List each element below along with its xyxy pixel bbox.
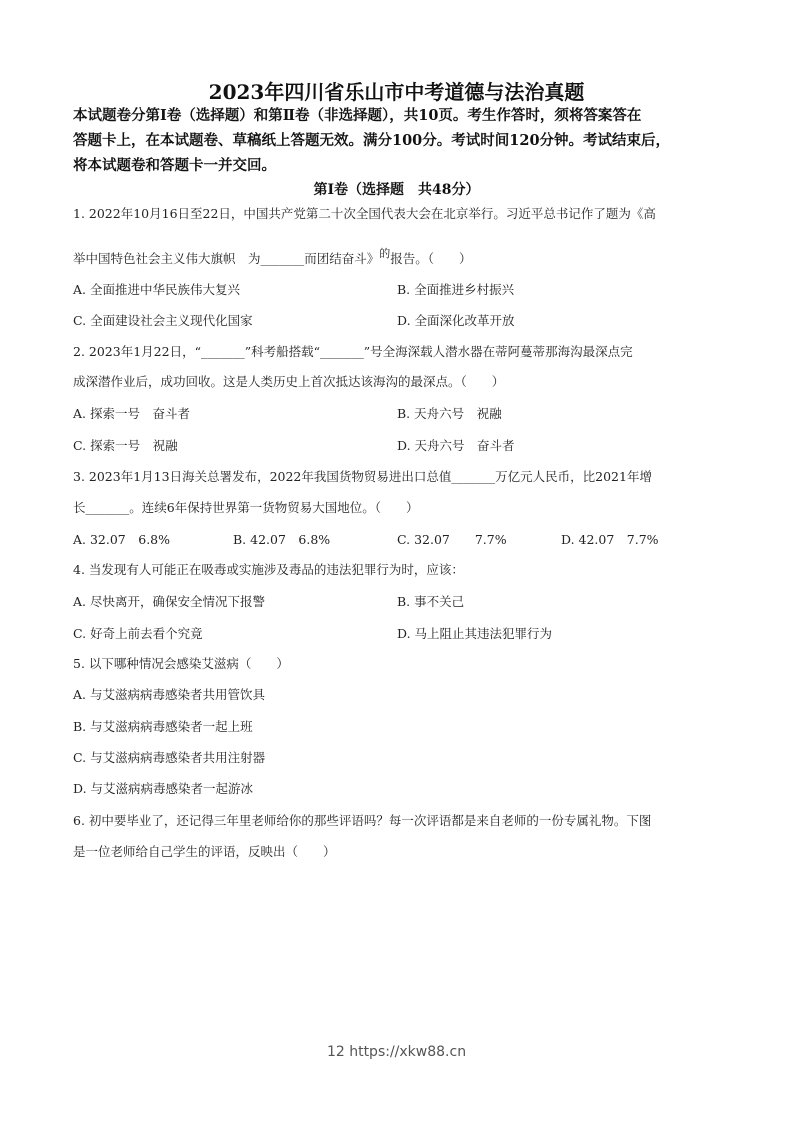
page-footer: 12 https://xkw88.cn: [326, 1044, 467, 1060]
option-b: B. 事不关己: [397, 594, 465, 609]
option-c: C. 32.07 7.7%: [397, 532, 507, 547]
option-a: A. 探索一号 奋斗者: [73, 406, 190, 421]
option-c: C. 与艾滋病病毒感染者共用注射器: [73, 750, 266, 765]
option-d: D. 42.07 7.7%: [561, 532, 659, 547]
question-6-text: 6. 初中要毕业了，还记得三年里老师给你的那些评语吗？每一次评语都是来自老师的一份专属礼物。下图: [73, 813, 652, 828]
option-d: D. 天舟六号 奋斗者: [397, 438, 515, 453]
option-c: C. 探索一号 祝融: [73, 438, 178, 453]
option-a: A. 与艾滋病病毒感染者共用管饮具: [73, 687, 265, 702]
section-heading: 第Ⅰ卷（选择题 共48分）: [313, 182, 480, 198]
question-3-text: 3. 2023年1月13日海关总署发布，2022年我国货物贸易进出口总值_______万亿元人民币，比2021年增: [73, 469, 652, 484]
option-d: D. 马上阻止其违法犯罪行为: [397, 626, 553, 641]
question-1-text: 1. 2022年10月16日至22日，中国共产党第二十次全国代表大会在北京举行。习近平总书记作了题为《高: [73, 206, 656, 221]
intro-line: 本试题卷分第Ⅰ卷（选择题）和第Ⅱ卷（非选择题），共10页。考生作答时，须将答案答在: [73, 107, 642, 124]
question-text: 报告。（ ）: [390, 251, 472, 266]
question-6-text: 是一位老师给自己学生的评语，反映出（ ）: [73, 844, 336, 859]
question-text: 的: [379, 247, 391, 260]
option-b: B. 天舟六号 祝融: [397, 406, 502, 421]
option-d: D. 全面深化改革开放: [397, 313, 515, 328]
intro-line: 将本试题卷和答题卡一并交回。: [73, 157, 276, 174]
option-c: C. 全面建设社会主义现代化国家: [73, 313, 253, 328]
option-a: A. 全面推进中华民族伟大复兴: [73, 282, 240, 297]
option-c: C. 好奇上前去看个究竟: [73, 626, 203, 641]
intro-line: 答题卡上，在本试题卷、草稿纸上答题无效。满分100分。考试时间120分钟。考试结束后，: [73, 132, 671, 149]
option-b: B. 全面推进乡村振兴: [397, 282, 515, 297]
question-4-text: 4. 当发现有人可能正在吸毒或实施涉及毒品的违法犯罪行为时，应该：: [73, 562, 464, 577]
question-1-text: [73, 246, 472, 267]
option-a: A. 32.07 6.8%: [73, 532, 171, 547]
question-text: 举中国特色社会主义伟大旗帜 为_______而团结奋斗》: [73, 251, 380, 266]
option-d: D. 与艾滋病病毒感染者一起游冰: [73, 781, 254, 796]
option-b: B. 42.07 6.8%: [233, 532, 331, 547]
question-2-text: 成深潜作业后，成功回收。这是人类历史上首次抵达该海沟的最深点。（ ）: [73, 374, 505, 389]
option-b: B. 与艾滋病病毒感染者一起上班: [73, 719, 253, 734]
option-a: A. 尽快离开，确保安全情况下报警: [73, 594, 265, 609]
question-5-text: 5. 以下哪种情况会感染艾滋病（ ）: [73, 656, 289, 671]
page-title: 2023年四川省乐山市中考道德与法治真题: [208, 80, 585, 104]
question-2-text: 2. 2023年1月22日，“_______”科考船搭载“_______”号全海深载人潜水器在蒂阿蔓蒂那海沟最深点完: [73, 344, 633, 359]
question-3-text: 长_______。连续6年保持世界第一货物贸易大国地位。（ ）: [73, 500, 419, 515]
